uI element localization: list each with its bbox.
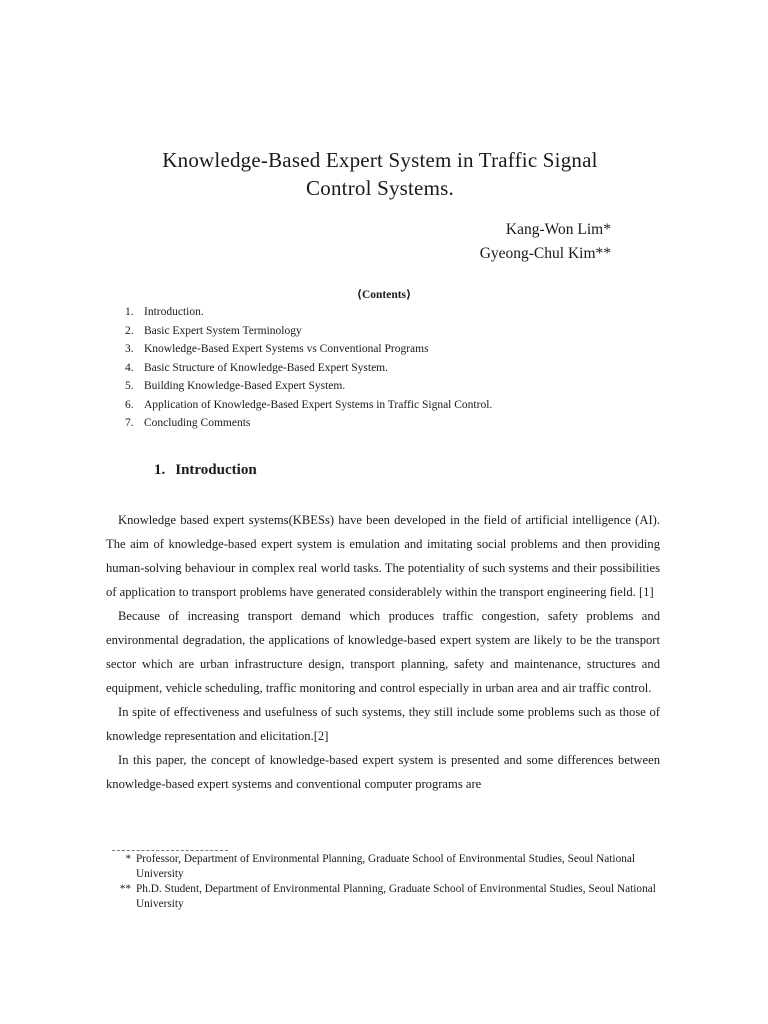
body-paragraph: In spite of effectiveness and usefulness of such systems, they still include some problems such as those of knowledge representation and elicitation.[2] bbox=[106, 705, 660, 743]
toc-item-number: 1. bbox=[125, 306, 134, 318]
section-heading bbox=[154, 460, 257, 480]
body-paragraph: Knowledge based expert systems(KBESs) have been developed in the field of artificial intelligence (AI). The aim of knowledge-based expert system is emulation and imitating social problems and then providing human-solving behaviour in complex real world tasks. The potentiality of such systems and their possibilities of application to transport problems have generated considerablely within the transport engineering field. [1] bbox=[106, 513, 660, 599]
footnote-text: Ph.D. Student, Department of Environmental Planning, Graduate School of Environmental Studies, Seoul National University bbox=[136, 883, 656, 910]
toc-item-text: Knowledge-Based Expert Systems vs Conventional Programs bbox=[144, 343, 429, 355]
body-paragraph: Because of increasing transport demand which produces traffic congestion, safety problems and environmental degradation, the applications of knowledge-based expert system are likely to be the transport sector which are urban infrastructure design, transport planning, safety and maintenance, structures and equipment, vehicle scheduling, traffic monitoring and control especially in urban area and air traffic control. bbox=[106, 609, 660, 695]
author-2: Gyeong-Chul Kim** bbox=[479, 245, 611, 262]
toc-item-number: 6. bbox=[125, 398, 134, 411]
section-title: Introduction bbox=[175, 462, 257, 478]
footnotes bbox=[106, 852, 672, 912]
toc-item-text: Application of Knowledge-Based Expert Systems in Traffic Signal Control. bbox=[144, 398, 493, 411]
author-1: Kang-Won Lim* bbox=[505, 221, 611, 238]
toc-item bbox=[125, 303, 492, 322]
toc-item-number: 4. bbox=[125, 361, 134, 374]
toc-item-number: 7. bbox=[125, 417, 134, 429]
footnote bbox=[106, 882, 672, 912]
footnote-mark: * bbox=[125, 853, 131, 865]
toc-item bbox=[125, 377, 492, 396]
title-line-2: Control Systems. bbox=[306, 176, 454, 200]
toc-item-text: Concluding Comments bbox=[144, 417, 251, 429]
toc-item-text: Building Knowledge-Based Expert System. bbox=[144, 380, 346, 392]
toc-item-number: 2. bbox=[125, 324, 134, 337]
toc-item bbox=[125, 340, 492, 359]
toc-item bbox=[125, 414, 492, 433]
section-number: 1. bbox=[154, 462, 166, 478]
author-list bbox=[480, 218, 611, 266]
body-paragraph: In this paper, the concept of knowledge-based expert system is presented and some differences between knowledge-based expert systems and conventional computer programs are bbox=[106, 753, 660, 791]
toc-item-number: 5. bbox=[125, 380, 134, 392]
toc-item-text: Basic Expert System Terminology bbox=[144, 324, 302, 337]
toc-item-text: Basic Structure of Knowledge-Based Expert System. bbox=[144, 361, 388, 374]
footnote-mark: ** bbox=[119, 883, 131, 895]
toc-item-number: 3. bbox=[125, 343, 134, 355]
footnote-text: Professor, Department of Environmental Planning, Graduate School of Environmental Studies, Seoul National University bbox=[136, 853, 636, 880]
toc-item bbox=[125, 359, 492, 378]
title-line-1: Knowledge-Based Expert System in Traffic Signal bbox=[162, 148, 598, 172]
footnote-divider bbox=[112, 850, 228, 851]
footnote bbox=[106, 852, 672, 882]
toc-item-text: Introduction. bbox=[144, 306, 204, 318]
toc-item bbox=[125, 322, 492, 341]
paper-title bbox=[100, 146, 660, 202]
section-body bbox=[106, 508, 660, 796]
table-of-contents bbox=[125, 303, 492, 433]
toc-item bbox=[125, 396, 492, 415]
contents-heading: ⟨Contents⟩ bbox=[356, 289, 412, 301]
